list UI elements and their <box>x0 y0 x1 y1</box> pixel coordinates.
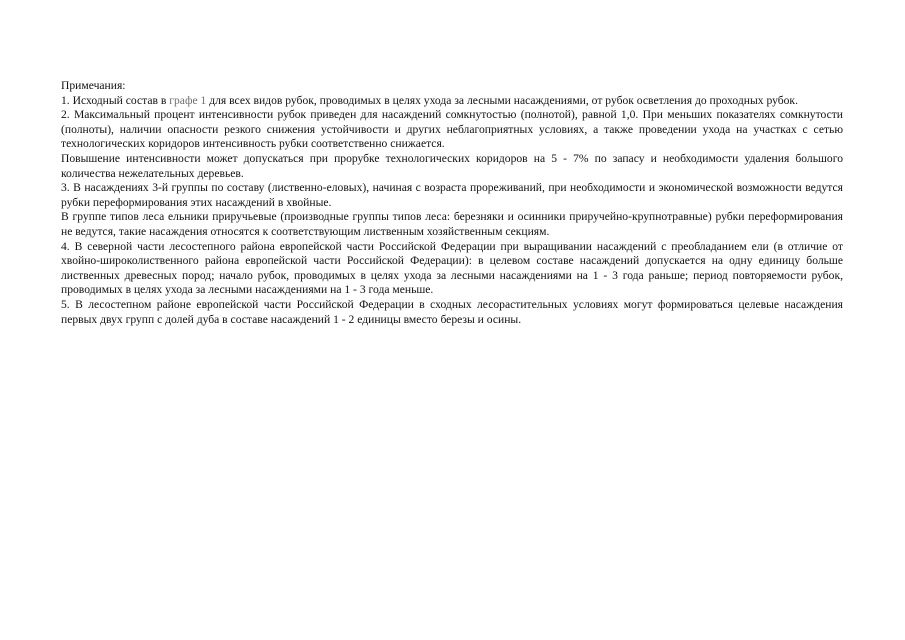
note-paragraph-1 <box>61 94 843 109</box>
note-paragraph-4: 4. В северной части лесостепного района европейской части Российской Федерации при выращивании насаждений с преобладанием ели (в отличие от хвойно-широколиственного района европейской части Российской Федерации): в целевом составе насаждений допускается на одну единицу больше лиственных древесных пород; начало рубок, проводимых в целях ухода за лесными насаждениями на 1 - 3 года раньше; период повторяемости рубок, проводимых в целях ухода за лесными насаждениями на 1 - 3 года меньше. <box>61 239 843 297</box>
note-paragraph-2: 2. Максимальный процент интенсивности рубок приведен для насаждений сомкнутостью (полнотой), равной 1,0. При меньших показателях сомкнутости (полноты), наличии опасности резкого снижения устойчивости и других неблагоприятных условиях, а также проведении ухода на участках с сетью технологических коридоров интенсивность рубки соответственно снижается. <box>61 108 843 151</box>
table-column-link[interactable]: графе 1 <box>169 93 207 107</box>
note-1-text-start: 1. Исходный состав в <box>61 93 170 107</box>
notes-heading: Примечания: <box>61 79 126 92</box>
note-1-text-end: для всех видов рубок, проводимых в целях ухода за лесными насаждениями, от рубок осветления до проходных рубок. <box>206 93 798 107</box>
note-paragraph-5: 5. В лесостепном районе европейской части Российской Федерации в сходных лесорастительных условиях могут формироваться целевые насаждения первых двух групп с долей дуба в составе насаждений 1 - 2 единицы вместо березы и осины. <box>61 297 843 326</box>
notes-section <box>61 79 843 327</box>
note-paragraph-3-continued: В группе типов леса ельники приручьевые (производные группы типов леса: березняки и осинники приручейно-крупнотравные) рубки переформирования не ведутся, такие насаждения относятся к соответствующим лиственным хозяйственным секциям. <box>61 210 843 238</box>
note-paragraph-2-continued: Повышение интенсивности может допускаться при прорубке технологических коридоров на 5 - 7% по запасу и необходимости удаления большого количества нежелательных деревьев. <box>61 151 843 180</box>
note-paragraph-3: 3. В насаждениях 3-й группы по составу (лиственно-еловых), начиная с возраста прореживаний, при необходимости и экономической возможности ведутся рубки переформирования этих насаждений в хвойные. <box>61 181 843 209</box>
